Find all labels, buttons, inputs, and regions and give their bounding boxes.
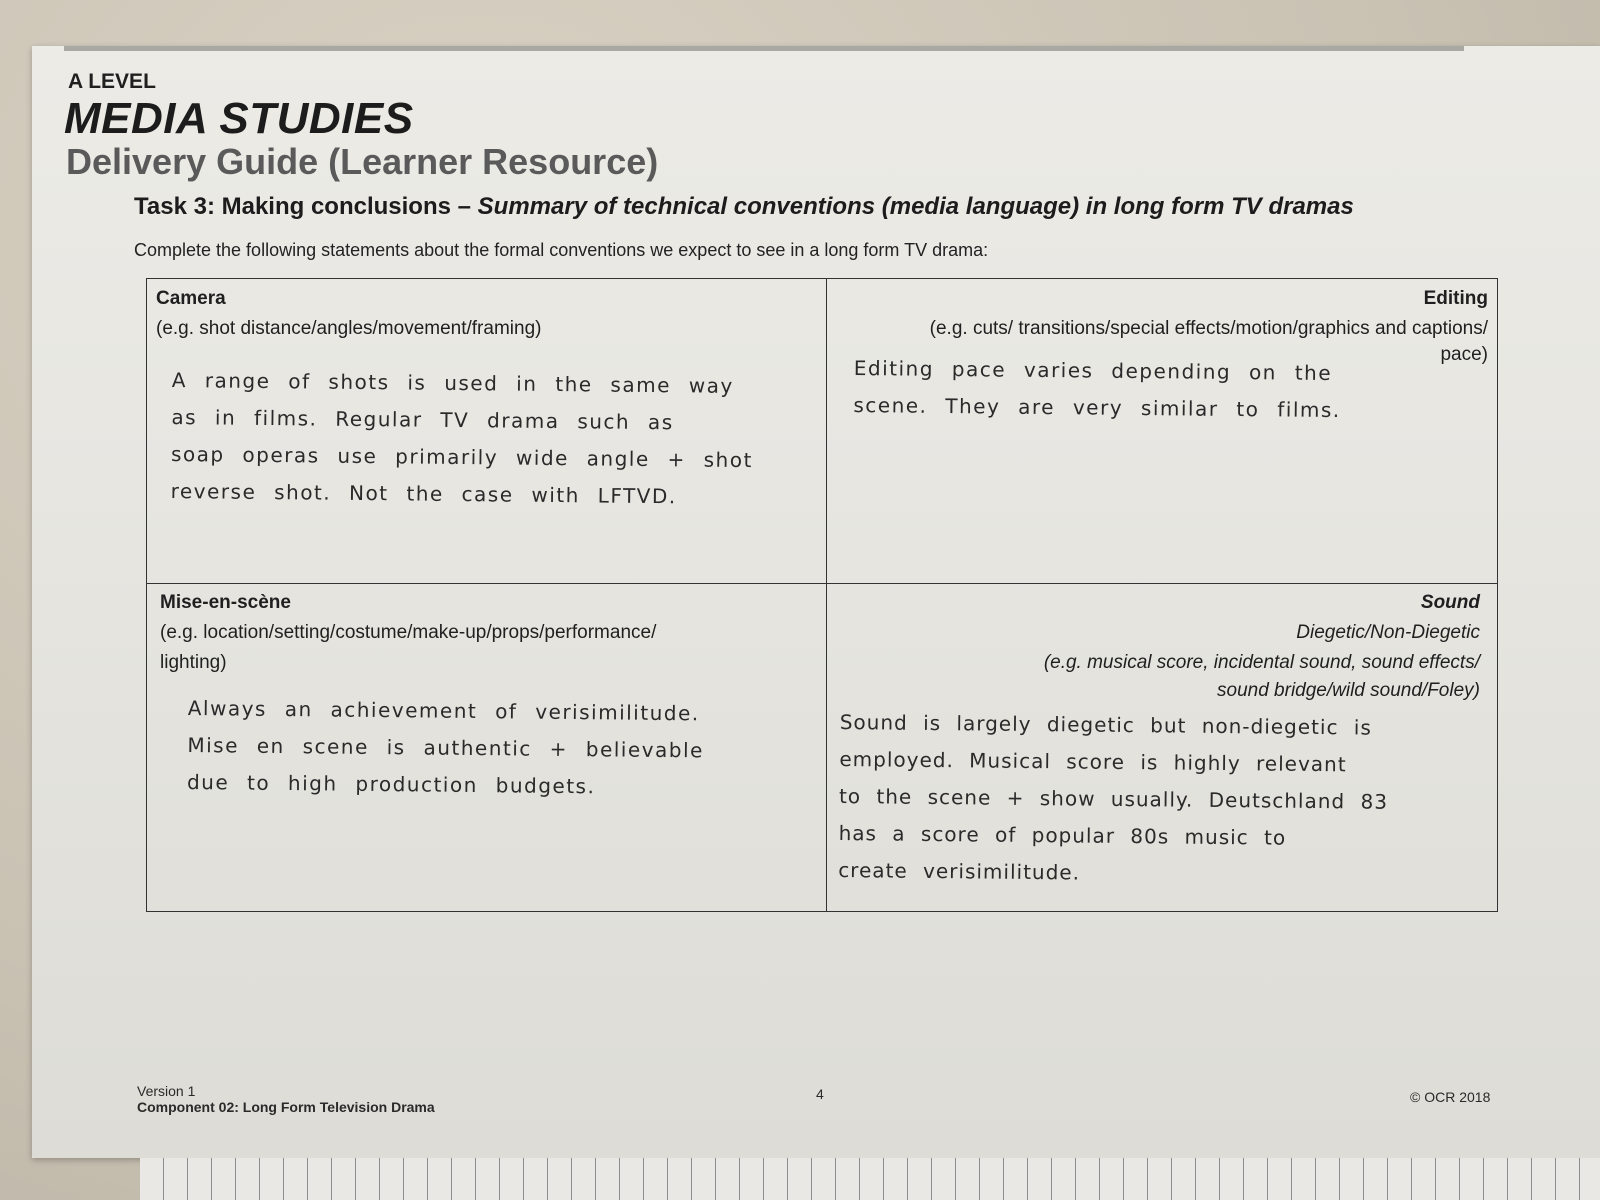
camera-title: Camera — [156, 288, 226, 309]
table-divider-horizontal — [146, 583, 1498, 584]
mise-en-scene-hint-line2: lighting) — [160, 652, 227, 673]
camera-answer-line: soap operas use primarily wide angle + shot — [170, 441, 754, 473]
camera-answer-line: reverse shot. Not the case with LFTVD. — [170, 478, 677, 509]
sound-answer-line: create verisimilitude. — [838, 857, 1081, 885]
editing-answer-line: Editing pace varies depending on the — [853, 355, 1333, 386]
sound-hint-line2: sound bridge/wild sound/Foley) — [1217, 680, 1480, 701]
footer-component: Component 02: Long Form Television Drama — [137, 1099, 435, 1115]
task-heading — [134, 193, 1354, 221]
mise-en-scene-answer-line: Always an achievement of verisimilitude. — [187, 695, 700, 726]
task-heading-italic: Summary of technical conventions (media language) in long form TV dramas — [477, 193, 1354, 220]
sound-answer-line: has a score of popular 80s music to — [838, 820, 1287, 850]
sound-answer-line: Sound is largely diegetic but non-diegetic is — [839, 709, 1372, 740]
editing-hint-line1: (e.g. cuts/ transitions/special effects/motion/graphics and captions/ — [929, 318, 1488, 339]
camera-answer[interactable] — [170, 362, 812, 517]
camera-hint: (e.g. shot distance/angles/movement/framing) — [156, 318, 542, 339]
mise-en-scene-title: Mise-en-scène — [160, 592, 291, 613]
sound-answer-line: to the scene + show usually. Deutschland 83 — [838, 783, 1389, 814]
editing-answer-line: scene. They are very similar to films. — [853, 392, 1341, 423]
sound-answer-line: employed. Musical score is highly relevant — [839, 746, 1347, 777]
subject-title: MEDIA STUDIES — [64, 94, 414, 143]
guide-title: Delivery Guide (Learner Resource) — [66, 141, 659, 182]
editing-answer[interactable] — [853, 350, 1414, 430]
mise-en-scene-answer[interactable] — [187, 690, 808, 807]
camera-answer-line: as in films. Regular TV drama such as — [171, 404, 674, 435]
mise-en-scene-answer-line: due to high production budgets. — [186, 769, 596, 799]
sound-subtitle: Diegetic/Non-Diegetic — [1296, 622, 1480, 643]
editing-title: Editing — [1423, 288, 1488, 309]
editing-hint-line2: pace) — [1440, 344, 1488, 365]
footer-copyright: © OCR 2018 — [1410, 1089, 1491, 1105]
footer-version: Version 1 — [137, 1083, 196, 1099]
level-label: A LEVEL — [68, 70, 156, 93]
camera-answer-line: A range of shots is used in the same way — [171, 367, 734, 398]
sound-answer[interactable] — [838, 704, 1480, 896]
task-instruction: Complete the following statements about the formal conventions we expect to see in a long form TV drama: — [134, 240, 989, 260]
notebook-paper-edge — [140, 1158, 1600, 1200]
page-number: 4 — [816, 1086, 824, 1102]
sound-title: Sound — [1420, 592, 1480, 613]
table-divider-vertical — [826, 278, 827, 912]
task-heading-bold: Task 3: Making conclusions – — [134, 193, 478, 220]
mise-en-scene-answer-line: Mise en scene is authentic + believable — [187, 732, 705, 763]
mise-en-scene-hint-line1: (e.g. location/setting/costume/make-up/props/performance/ — [160, 622, 657, 643]
sound-hint-line1: (e.g. musical score, incidental sound, sound effects/ — [1043, 652, 1480, 673]
